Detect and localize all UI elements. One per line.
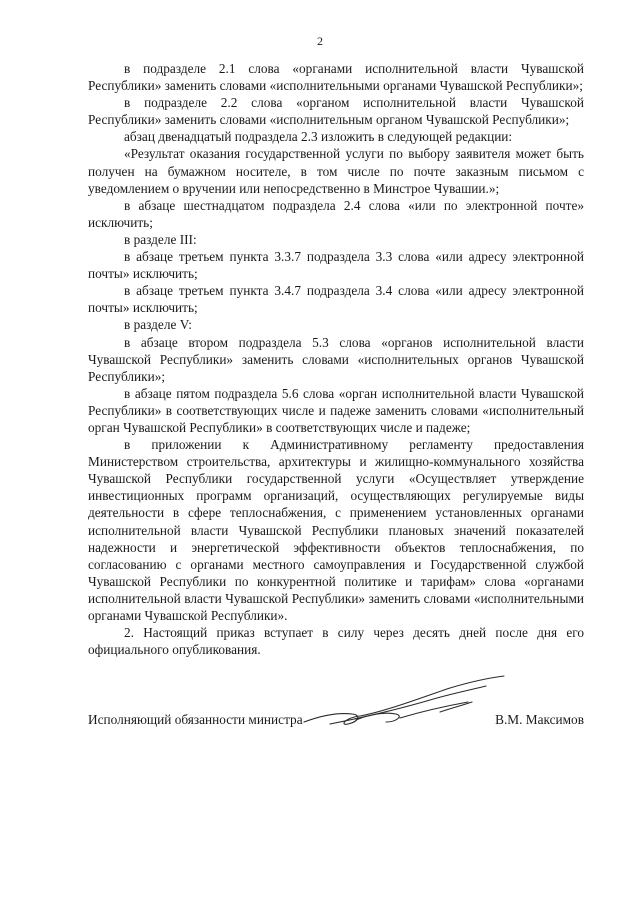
document-body [88, 60, 584, 658]
paragraph: в подразделе 2.1 слова «органами исполнительной власти Чувашской Республики» заменить словами «исполнительными органами Чувашской Республики»; [88, 61, 584, 94]
signatory-name: В.М. Максимов [495, 712, 584, 727]
paragraph: в разделе III: [124, 231, 197, 247]
page-number: 2 [317, 34, 323, 48]
paragraph: в подразделе 2.2 слова «органом исполнительной власти Чувашской Республики» заменить словами «исполнительным органом Чувашской Республики»; [88, 95, 584, 128]
paragraph: 2. Настоящий приказ вступает в силу через десять дней после дня его официального опубликования. [88, 625, 584, 658]
paragraph: в абзаце втором подраздела 5.3 слова «органов исполнительной власти Чувашской Республики» заменить словами «исполнительных органов Чувашской Республики»; [88, 334, 584, 384]
paragraph: в абзаце шестнадцатом подраздела 2.4 слова «или по электронной почте» исключить; [88, 197, 584, 230]
paragraph: в абзаце пятом подраздела 5.6 слова «орган исполнительной власти Чувашской Республики» в соответствующих числе и падеже заменить словами «исполнительный орган Чувашской Республики» в соответствующих числе и падеже; [88, 385, 584, 435]
paragraph: в разделе V: [124, 317, 193, 333]
paragraph: в абзаце третьем пункта 3.4.7 подраздела 3.4 слова «или адресу электронной почты» исключить; [88, 283, 584, 316]
paragraph: в абзаце третьем пункта 3.3.7 подраздела 3.3 слова «или адресу электронной почты» исключить; [88, 249, 584, 282]
paragraph: в приложении к Административному регламенту предоставления Министерством строительства, архитектуры и жилищно-коммунального хозяйства Чувашской Республики государственной услуги «Осуществляет утверждение инвестиционных программ организаций, осуществляющих регулируемые виды деятельности в сфере теплоснабжения, с применением установленных органами исполнительной власти Чувашской Республики плановых значений показателей надежности и энергетической эффективности объектов теплоснабжения, по согласованию с органами местного самоуправления и Государственной службой Чувашской Республики по конкурентной политике и тарифам» слова «органами исполнительной власти Чувашской Республики» заменить словами «исполнительными органами Чувашской Республики». [88, 437, 584, 623]
signatory-title: Исполняющий обязанности министра [88, 712, 303, 727]
paragraph: «Результат оказания государственной услуги по выбору заявителя может быть получен на бумажном носителе, в том числе по почте заказным письмом с уведомлением о вручении или непосредственно в Минстрое Чувашии.»; [88, 146, 584, 196]
signature-block [88, 712, 584, 732]
paragraph: абзац двенадцатый подраздела 2.3 изложить в следующей редакции: [124, 129, 513, 145]
